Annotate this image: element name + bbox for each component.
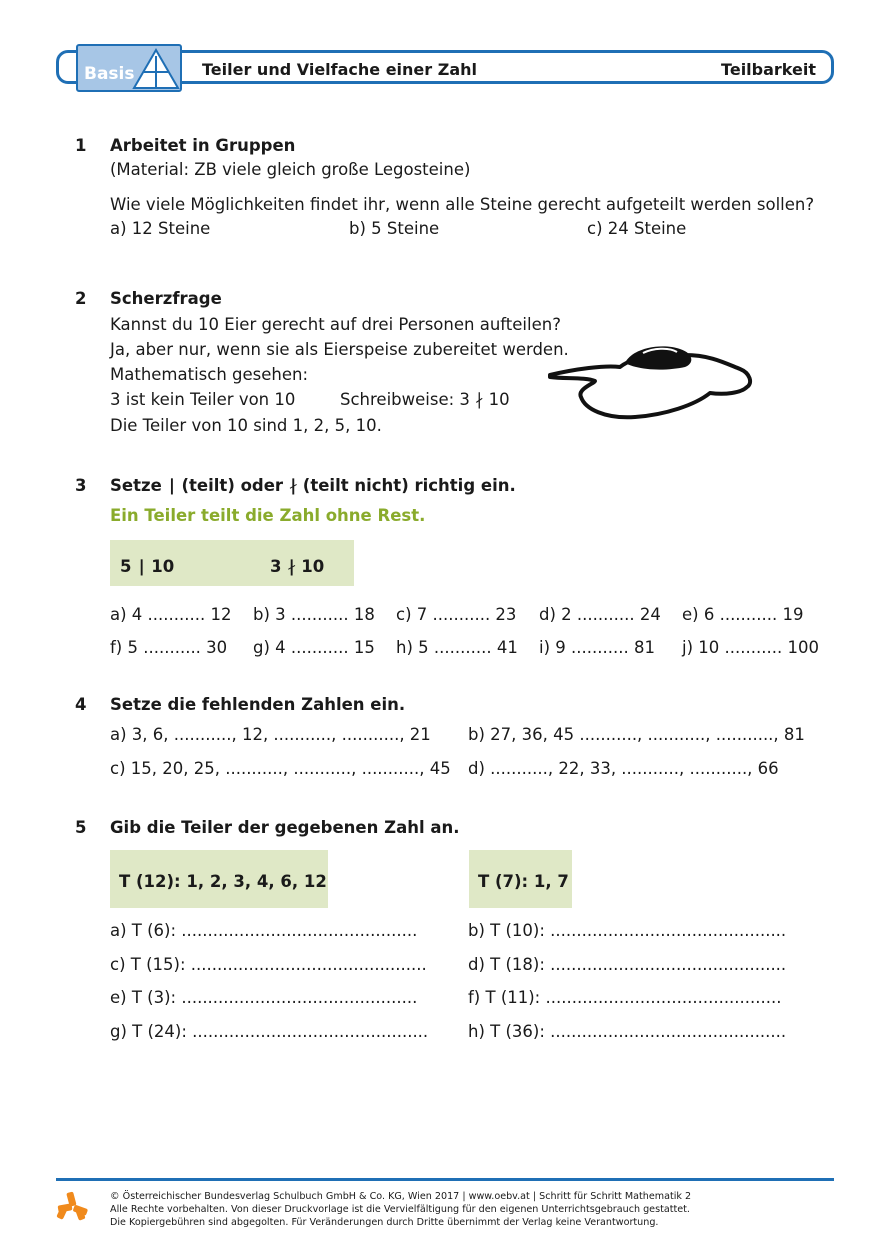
task-1-item-a: a) 12 Steine bbox=[110, 219, 211, 238]
task-4-number: 4 bbox=[75, 695, 87, 714]
task-2-line: Mathematisch gesehen: bbox=[110, 365, 309, 384]
task-3-title: Setze ∣ (teilt) oder ∤ (teilt nicht) richtig ein. bbox=[110, 476, 516, 495]
task-2-line: Die Teiler von 10 sind 1, 2, 5, 10. bbox=[110, 416, 382, 435]
task-4-item-b: b) 27, 36, 45 ..........., ..........., ..........., 81 bbox=[468, 725, 805, 744]
task-5-example-2: T (7): 1, 7 bbox=[478, 872, 569, 891]
task-3-hint: Ein Teiler teilt die Zahl ohne Rest. bbox=[110, 506, 426, 525]
task-5-item: b) T (10): ............................................. bbox=[468, 921, 787, 940]
footer-disclaimer: Die Kopiergebühren sind abgegolten. Für Veränderungen durch Dritte übernimmt der Verlag keine Verantwortung. bbox=[110, 1217, 659, 1228]
task-3-item: a) 4 ........... 12 bbox=[110, 605, 232, 624]
task-3-example-divides: 5 ∣ 10 bbox=[120, 557, 175, 576]
task-5-example-1: T (12): 1, 2, 3, 4, 6, 12 bbox=[119, 872, 327, 891]
task-1-item-c: c) 24 Steine bbox=[587, 219, 687, 238]
task-5-item: e) T (3): ............................................. bbox=[110, 988, 418, 1007]
task-2-notation: Schreibweise: 3 ∤ 10 bbox=[340, 390, 510, 409]
task-1-item-b: b) 5 Steine bbox=[349, 219, 440, 238]
task-3-item: e) 6 ........... 19 bbox=[682, 605, 804, 624]
task-1-title: Arbeitet in Gruppen bbox=[110, 136, 296, 155]
page-title: Teiler und Vielfache einer Zahl bbox=[202, 60, 478, 79]
task-3-item: c) 7 ........... 23 bbox=[396, 605, 517, 624]
task-2-title: Scherzfrage bbox=[110, 289, 222, 308]
fried-egg-illustration bbox=[545, 335, 760, 425]
task-3-item: f) 5 ........... 30 bbox=[110, 638, 228, 657]
task-3-item: h) 5 ........... 41 bbox=[396, 638, 518, 657]
task-5-item: f) T (11): ............................................. bbox=[468, 988, 782, 1007]
task-5-item: h) T (36): ............................................. bbox=[468, 1022, 787, 1041]
task-2-line: 3 ist kein Teiler von 10 bbox=[110, 390, 296, 409]
task-2-line: Ja, aber nur, wenn sie als Eierspeise zubereitet werden. bbox=[110, 340, 569, 359]
task-5-item: g) T (24): ............................................. bbox=[110, 1022, 429, 1041]
task-1-question: Wie viele Möglichkeiten findet ihr, wenn alle Steine gerecht aufgeteilt werden sollen? bbox=[110, 195, 815, 214]
page-topic: Teilbarkeit bbox=[721, 60, 816, 79]
task-5-number: 5 bbox=[75, 818, 87, 837]
task-2-line: Kannst du 10 Eier gerecht auf drei Personen aufteilen? bbox=[110, 315, 561, 334]
task-4-title: Setze die fehlenden Zahlen ein. bbox=[110, 695, 406, 714]
footer-copyright: © Österreichischer Bundesverlag Schulbuch GmbH & Co. KG, Wien 2017 | www.oebv.at | Schritt für Schritt Mathematik 2 bbox=[110, 1191, 692, 1202]
task-5-item: c) T (15): ............................................. bbox=[110, 955, 427, 974]
task-3-item: d) 2 ........... 24 bbox=[539, 605, 661, 624]
footer-rights: Alle Rechte vorbehalten. Von dieser Druckvorlage ist die Vervielfältigung für den eigenen Unterrichtsgebrauch gestattet. bbox=[110, 1204, 690, 1215]
task-2-number: 2 bbox=[75, 289, 87, 308]
task-4-item-d: d) ..........., 22, 33, ..........., ..........., 66 bbox=[468, 759, 779, 778]
publisher-logo-icon bbox=[56, 1190, 90, 1224]
task-1-number: 1 bbox=[75, 136, 87, 155]
task-3-item: b) 3 ........... 18 bbox=[253, 605, 375, 624]
triangle-logo-icon bbox=[132, 48, 180, 90]
task-1-material: (Material: ZB viele gleich große Legosteine) bbox=[110, 160, 471, 179]
badge-label: Basis bbox=[84, 64, 135, 84]
footer-divider bbox=[56, 1178, 834, 1181]
task-3-item: j) 10 ........... 100 bbox=[682, 638, 819, 657]
task-4-item-c: c) 15, 20, 25, ..........., ..........., ..........., 45 bbox=[110, 759, 451, 778]
task-4-item-a: a) 3, 6, ..........., 12, ..........., ..........., 21 bbox=[110, 725, 431, 744]
task-5-item: d) T (18): ............................................. bbox=[468, 955, 787, 974]
task-3-example-not-divides: 3 ∤ 10 bbox=[270, 557, 325, 576]
task-3-number: 3 bbox=[75, 476, 87, 495]
task-5-item: a) T (6): ............................................. bbox=[110, 921, 418, 940]
task-3-item: g) 4 ........... 15 bbox=[253, 638, 375, 657]
task-3-item: i) 9 ........... 81 bbox=[539, 638, 655, 657]
task-5-title: Gib die Teiler der gegebenen Zahl an. bbox=[110, 818, 460, 837]
